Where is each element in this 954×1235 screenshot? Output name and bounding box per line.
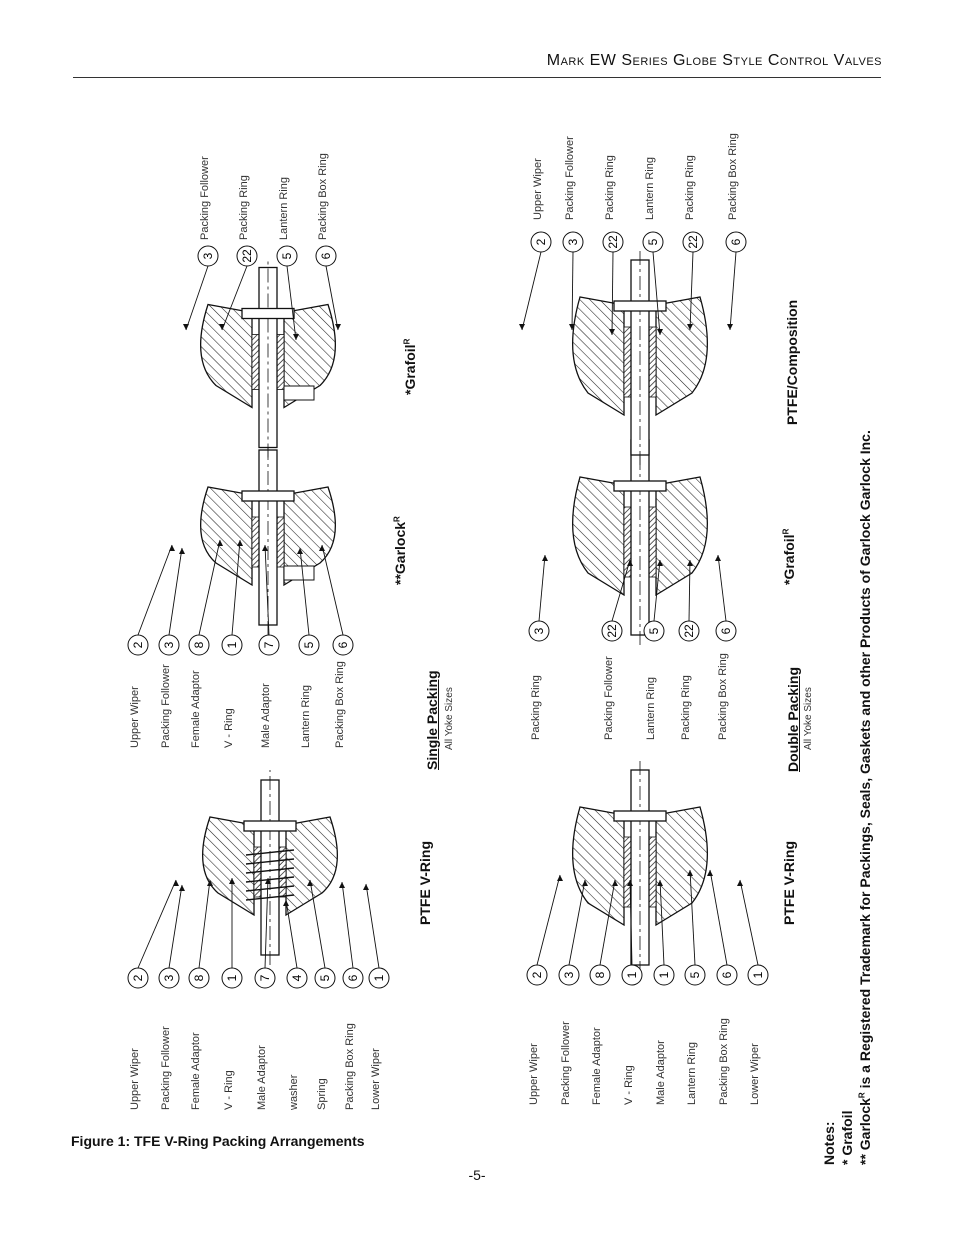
single-grafoil-label: Lantern Ring — [278, 177, 290, 240]
single-garlock-leader-line — [138, 545, 172, 635]
single-grafoil-callout-number: 6 — [319, 252, 333, 260]
single-garlock-label: Male Adaptor — [260, 683, 272, 748]
double-grafoil-arrowhead — [542, 555, 548, 561]
single-vring-leader-line — [138, 880, 176, 968]
single-garlock-callout-number: 5 — [302, 641, 316, 649]
single-garlock-label: Upper Wiper — [129, 686, 141, 748]
single-garlock-callout-number: 1 — [225, 641, 239, 649]
packing-follower — [614, 811, 666, 821]
double-grafoil-label: Packing Box Ring — [717, 653, 729, 740]
packing-follower — [242, 491, 294, 501]
double-vring-callout-number: 5 — [688, 971, 702, 979]
single-vring-label: Upper Wiper — [129, 1048, 141, 1110]
double-grafoil-sup: R — [781, 528, 791, 535]
double-grafoil-callout-number: 5 — [647, 627, 661, 635]
double-vring-label: Female Adaptor — [591, 1027, 603, 1105]
double-grafoil-arrowhead — [715, 555, 721, 561]
bonnet-wall-upper — [573, 807, 624, 925]
single-vring-label: washer — [288, 1074, 300, 1110]
single-garlock-callout-number: 7 — [262, 641, 276, 649]
single-vring-label: V - Ring — [223, 1070, 235, 1110]
double-grafoil-label: Lantern Ring — [645, 677, 657, 740]
single-vring-label: Male Adaptor — [256, 1045, 268, 1110]
double-composition-assembly-rot — [573, 250, 708, 465]
double-composition-leader-line — [522, 252, 541, 330]
double-vring-callout-number: 6 — [720, 971, 734, 979]
bonnet-wall-upper — [573, 297, 624, 415]
double-composition-callout-number: 3 — [566, 238, 580, 246]
double-vring-arrowhead — [707, 870, 713, 876]
bonnet-wall-upper — [573, 477, 624, 595]
double-vring-leader-line — [710, 870, 727, 965]
single-grafoil-assembly-rot — [201, 258, 336, 458]
page-header-title: Mark EW Series Globe Style Control Valves — [546, 52, 882, 69]
packing-follower — [242, 309, 294, 319]
single-grafoil-callout-number: 3 — [201, 252, 215, 260]
packing-stack-upper — [624, 327, 631, 397]
single-vring-title: PTFE V-Ring — [417, 841, 433, 925]
double-grafoil-label: Packing Follower — [603, 656, 615, 740]
double-grafoil-leader-line — [539, 555, 545, 621]
bonnet-wall-upper — [201, 487, 252, 585]
packing-stack-upper — [252, 517, 259, 567]
single-packing-title: Single Packing — [424, 670, 440, 770]
single-garlock-callout-number: 6 — [336, 641, 350, 649]
double-composition-callout-number: 2 — [534, 238, 548, 246]
packing-stack-lower — [277, 335, 284, 390]
double-composition-label: Upper Wiper — [532, 158, 544, 220]
double-vring-label: Lower Wiper — [749, 1043, 761, 1105]
double-vring-leader-line — [537, 875, 560, 965]
double-composition-callout-number: 6 — [729, 238, 743, 246]
single-garlock-callout-number: 3 — [162, 641, 176, 649]
double-vring-title: PTFE V-Ring — [781, 841, 797, 925]
single-vring-callout-number: 2 — [131, 974, 145, 982]
single-vring-arrowhead — [173, 880, 179, 886]
double-vring-label: Lantern Ring — [686, 1042, 698, 1105]
packing-stack-upper — [624, 507, 631, 577]
double-grafoil-leader-line — [718, 555, 726, 621]
single-vring-callout-number: 5 — [318, 974, 332, 982]
single-vring-callout-number: 6 — [346, 974, 360, 982]
double-composition-label: Packing Ring — [604, 155, 616, 220]
packing-stack-lower — [279, 847, 286, 897]
single-vring-callout-number: 3 — [162, 974, 176, 982]
double-vring-callout-number: 1 — [625, 971, 639, 979]
double-composition-callout-number: 22 — [686, 235, 700, 249]
double-composition-callout-number: 5 — [646, 238, 660, 246]
figure-caption: Figure 1: TFE V-Ring Packing Arrangements — [71, 1133, 365, 1149]
single-grafoil-callout-number: 22 — [240, 249, 254, 263]
double-composition-leader-line — [572, 252, 573, 330]
single-vring-leader-line — [342, 882, 353, 968]
single-garlock-title — [392, 516, 408, 585]
lantern-port — [284, 566, 314, 580]
single-grafoil-callout-number: 5 — [280, 252, 294, 260]
single-vring-label: Packing Follower — [160, 1026, 172, 1110]
notes-line-2-sup: R — [857, 1092, 867, 1099]
double-composition-arrowhead — [727, 324, 733, 330]
double-vring-label: Packing Box Ring — [718, 1018, 730, 1105]
single-garlock-callout-number: 8 — [192, 641, 206, 649]
single-grafoil-title — [402, 339, 418, 395]
single-vring-arrowhead — [179, 885, 185, 891]
double-vring-leader-line — [740, 880, 758, 965]
double-composition-label: Packing Ring — [684, 155, 696, 220]
double-vring-label: V - Ring — [623, 1065, 635, 1105]
double-vring-callout-number: 8 — [593, 971, 607, 979]
grafoil-sup: R — [402, 338, 412, 345]
packing-stack-lower — [277, 517, 284, 567]
double-grafoil-title — [781, 529, 797, 585]
single-vring-leader-line — [199, 880, 210, 968]
single-vring-label: Female Adaptor — [190, 1032, 202, 1110]
single-vring-arrowhead — [339, 882, 345, 888]
bonnet-wall-lower — [286, 817, 337, 915]
garlock-sup: R — [392, 516, 402, 522]
packing-stack-upper — [252, 335, 259, 390]
double-vring-arrowhead — [557, 875, 563, 881]
bonnet-wall-lower — [656, 297, 707, 415]
single-vring-arrowhead — [363, 884, 369, 890]
double-composition-leader-line — [730, 252, 736, 330]
double-composition-label: Lantern Ring — [644, 157, 656, 220]
double-composition-callout-number: 22 — [606, 235, 620, 249]
single-grafoil-label: Packing Ring — [238, 175, 250, 240]
double-grafoil-label: Packing Ring — [680, 675, 692, 740]
double-grafoil-title-text: *Grafoil — [781, 534, 797, 585]
double-grafoil-callout-number: 6 — [719, 627, 733, 635]
single-garlock-label: Female Adaptor — [190, 670, 202, 748]
double-composition-title: PTFE/Composition — [784, 299, 800, 425]
single-vring-callout-number: 1 — [225, 974, 239, 982]
single-vring-label: Packing Box Ring — [344, 1023, 356, 1110]
bonnet-wall-lower — [656, 477, 707, 595]
garlock-title-text: **Garlock — [392, 521, 408, 585]
single-vring-leader-line — [169, 885, 182, 968]
single-garlock-label: V - Ring — [223, 708, 235, 748]
single-garlock-label: Packing Box Ring — [334, 661, 346, 748]
double-vring-label: Packing Follower — [560, 1021, 572, 1105]
double-vring-assembly-rot — [573, 760, 708, 975]
single-vring-label: Lower Wiper — [370, 1048, 382, 1110]
single-garlock-callout-number: 2 — [131, 641, 145, 649]
notes-line-2 — [857, 430, 873, 1165]
single-grafoil-arrowhead — [183, 324, 189, 330]
notes-line-2-prefix: ** Garlock — [857, 1098, 873, 1165]
notes-line-2-suffix: is a Registered Trademark for Packings, Seals, Gaskets and other Products of Garlock Garlock Inc. — [857, 430, 873, 1093]
double-packing-subtitle: All Yoke Sizes — [803, 687, 814, 750]
single-garlock-label: Lantern Ring — [300, 685, 312, 748]
grafoil-title-text: *Grafoil — [402, 344, 418, 395]
double-vring-callout-number: 1 — [657, 971, 671, 979]
bonnet-wall-lower — [656, 807, 707, 925]
packing-follower — [614, 481, 666, 491]
single-vring-leader-line — [366, 884, 379, 968]
double-grafoil-callout-number: 3 — [532, 627, 546, 635]
double-vring-label: Upper Wiper — [528, 1043, 540, 1105]
notes-line-1: * Grafoil — [839, 1110, 855, 1165]
double-grafoil-callout-number: 22 — [605, 624, 619, 638]
packing-stack-lower — [649, 507, 656, 577]
double-vring-arrowhead — [737, 880, 743, 886]
single-vring-callout-number: 4 — [290, 974, 304, 982]
single-vring-callout-number: 1 — [372, 974, 386, 982]
single-garlock-leader-line — [322, 545, 343, 635]
page-number: -5- — [468, 1167, 486, 1183]
double-vring-leader-line — [569, 880, 585, 965]
single-garlock-leader-line — [169, 548, 182, 635]
packing-follower — [244, 821, 296, 831]
double-grafoil-callout-number: 22 — [682, 624, 696, 638]
single-vring-label: Spring — [316, 1078, 328, 1110]
double-grafoil-label: Packing Ring — [530, 675, 542, 740]
double-vring-callout-number: 1 — [751, 971, 765, 979]
single-garlock-arrowhead — [179, 548, 185, 554]
double-composition-label: Packing Box Ring — [727, 133, 739, 220]
lantern-port — [284, 386, 314, 400]
single-garlock-label: Packing Follower — [160, 664, 172, 748]
single-grafoil-label: Packing Box Ring — [317, 153, 329, 240]
packing-stack-lower — [649, 837, 656, 907]
single-vring-callout-number: 8 — [192, 974, 206, 982]
double-composition-arrowhead — [519, 324, 525, 330]
double-packing-title: Double Packing — [785, 666, 801, 772]
single-grafoil-arrowhead — [335, 324, 341, 330]
single-packing-subtitle: All Yoke Sizes — [444, 687, 455, 750]
double-vring-callout-number: 2 — [530, 971, 544, 979]
double-vring-callout-number: 3 — [562, 971, 576, 979]
packing-stack-lower — [649, 327, 656, 397]
notes-heading: Notes: — [821, 1121, 837, 1165]
single-grafoil-label: Packing Follower — [199, 156, 211, 240]
double-vring-label: Male Adaptor — [655, 1040, 667, 1105]
single-vring-assembly-rot — [203, 770, 338, 965]
single-garlock-arrowhead — [169, 545, 175, 551]
single-vring-callout-number: 7 — [258, 974, 272, 982]
double-composition-label: Packing Follower — [564, 136, 576, 220]
